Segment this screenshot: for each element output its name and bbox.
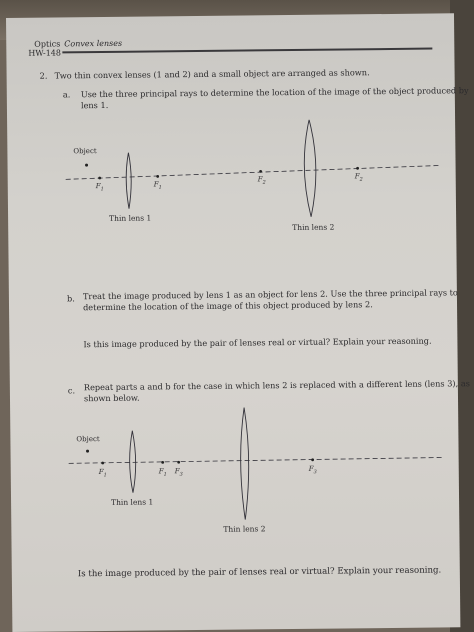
- part-c-text-line2: shown below.: [83, 392, 140, 404]
- diagram2-focal-f3-left: [175, 467, 183, 477]
- diagram2-focal-f3-right: [309, 465, 317, 475]
- part-a-text-line1: Use the three principal rays to determine the location of the image of the object produced by: [80, 85, 469, 100]
- part-c-text-line1: Repeat parts a and b for the case in which lens 2 is replaced with a different lens (lens 3), as: [83, 378, 470, 393]
- diagram2-object-dot: [86, 450, 89, 453]
- diagram2-focal-f3-right-letter: F: [308, 464, 314, 473]
- diagram2-focal-f1-right: [159, 467, 167, 477]
- diagram1-focal-f2-left-letter: F: [257, 175, 263, 184]
- worksheet-page: [6, 13, 470, 632]
- diagram2-lens1-caption: Thin lens 1: [111, 497, 154, 507]
- diagram1-object-label: Object: [73, 147, 97, 156]
- diagram2-lens3: [240, 407, 249, 519]
- diagram2-focal-f3-left-sub: 3: [179, 471, 183, 478]
- diagram1-lens2-caption: Thin lens 2: [292, 222, 335, 233]
- diagram1-focal-f2-right-sub: 2: [359, 176, 363, 183]
- part-a-text-line2: lens 1.: [80, 99, 109, 111]
- problem-number: 2.: [39, 70, 48, 81]
- diagram1-focal-f1-right-sub: 1: [158, 184, 162, 191]
- diagram2-f1-left-dot: [101, 462, 104, 465]
- diagram2-focal-f3-left-letter: F: [174, 467, 180, 476]
- diagram1-focal-f2-left-sub: 2: [262, 179, 266, 186]
- final-question: Is the image produced by the pair of lenses real or virtual? Explain your reasoning.: [77, 565, 442, 580]
- header-topic: Convex lenses: [64, 38, 123, 49]
- part-b-text-line1: Treat the image produced by lens 1 as an object for lens 2. Use the three principal rays to: [82, 287, 458, 302]
- diagram2-focal-f1-left-letter: F: [98, 468, 104, 477]
- part-b-question: Is this image produced by the pair of lenses real or virtual? Explain your reasoning.: [83, 335, 432, 350]
- diagram2-f1-right-dot: [161, 461, 164, 464]
- header-code: HW-148: [28, 48, 62, 58]
- diagram1-lens1-caption: Thin lens 1: [109, 213, 152, 223]
- part-a-label: a.: [62, 89, 71, 100]
- diagram1-focal-f1-right-letter: F: [153, 180, 159, 189]
- part-c-label: c.: [67, 385, 76, 396]
- diagram2-f3-right-dot: [311, 458, 314, 461]
- header-subject: Optics: [34, 39, 61, 49]
- diagram1-focal-f1-left-letter: F: [95, 182, 101, 191]
- diagram2-axis: [69, 457, 443, 463]
- diagram2-focal-f1-right-sub: 1: [163, 471, 167, 478]
- diagram2-focal-f1-left-sub: 1: [103, 472, 107, 479]
- part-b-label: b.: [66, 293, 75, 304]
- diagram2-lens2-caption: Thin lens 2: [223, 524, 266, 534]
- diagram2-focal-f3-right-sub: 3: [313, 469, 317, 476]
- diagram2-focal-f1-left: [99, 468, 107, 478]
- part-b-text-line2: determine the location of the image of this object produced by lens 2.: [82, 299, 373, 313]
- problem-intro: Two thin convex lenses (1 and 2) and a small object are arranged as shown.: [54, 67, 370, 81]
- diagram2-focal-f1-right-letter: F: [158, 467, 164, 476]
- diagram2-f3-left-dot: [177, 461, 180, 464]
- diagram2-lens1: [129, 431, 136, 493]
- diagram2: [6, 13, 460, 632]
- diagram1-focal-f2-right-letter: F: [354, 172, 360, 181]
- diagram1-focal-f1-left-sub: 1: [100, 186, 104, 193]
- diagram2-object-label: Object: [76, 435, 100, 444]
